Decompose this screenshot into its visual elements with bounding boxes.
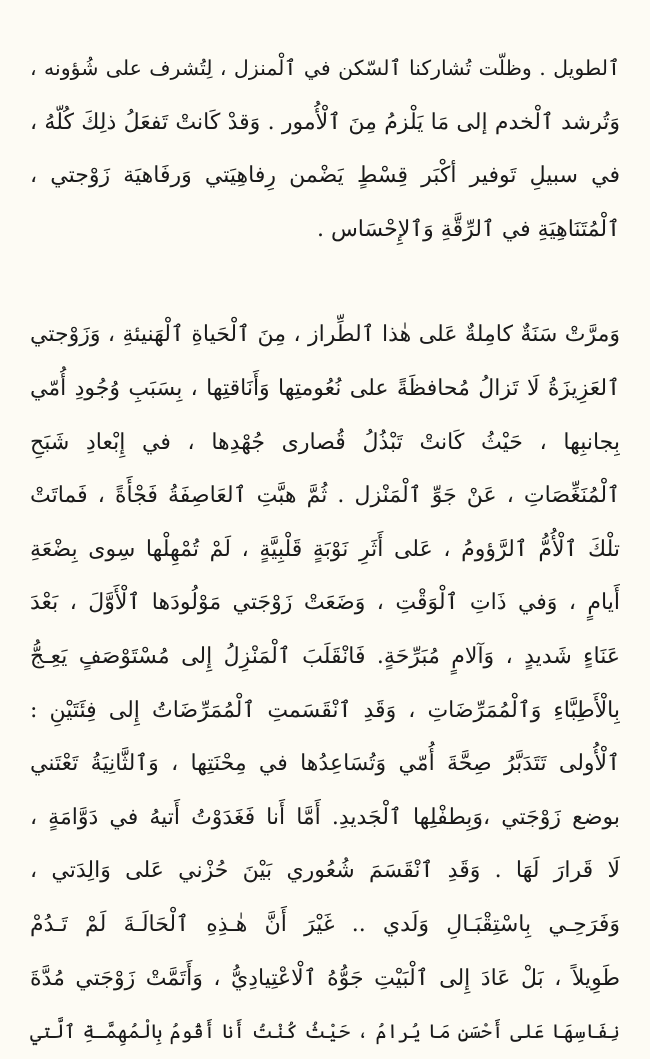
text-line: طَوِيلاً ، بَلْ عَادَ إِلى ٱلْبَيْتِ جَوُّهُ ٱلْاعْتِيادِيُّ ، وَأَتَمَّتْ زَوْجَتي مُدَّةَ bbox=[30, 965, 620, 991]
paragraph-spacer bbox=[30, 256, 620, 308]
text-line: في سبيلِ تَوفير أكْبَر قِسْطٍ يَضْمن رِفاهِيَتي وَرفَاهيَة زَوْجتي ، bbox=[30, 163, 620, 189]
text-line: بوضع زَوْجَتي ،وَبِطفْلِها ٱلْجَديدِ. أَمَّا أَنا فَغَدَوْتُ أَتيهُ في دَوَّامَةٍ ، bbox=[30, 804, 620, 830]
text-line: ٱلْأُولى تَتَدَبَّرُ صِحَّةَ أُمّي وَتُسَاعِدُها في مِحْنَتِها ، وَٱلثَّانِيَةُ تَعْتَني bbox=[30, 751, 620, 777]
text-line: نِفَاسِهَا عَلى أَحْسَنِ مَا يُرامُ ، حَيْثُ كُنْتُ أَنا أَقُومُ بِالْمُهِمَّـةِ ٱلَّتي bbox=[30, 1020, 620, 1044]
text-line: ٱلعَزِيزَةُ لَا تَزالُ مُحافظَةً على نُعُومتِها وَأَنَاقتِها ، بِسَبَبِ وُجُودِ أُمّي bbox=[30, 375, 620, 401]
text-line: عَنَاءٍ شَديدٍ ، وَآلامٍ مُبَرِّحَةٍ. فَانْقَلَبَ ٱلْمَنْزِلُ إِلى مُسْتَوْصَفٍ يَعِـجُّ bbox=[30, 643, 620, 669]
text-line: وَفَرَحِـي بِاسْتِقْبَـالِ وَلَدي .. غَيْرَ أَنَّ هٰـذِهِ ٱلْحَالَـةَ لَمْ تَـدُمْ bbox=[30, 911, 620, 937]
text-line: ٱلْمُتَنَاهِيَةِ في ٱلرِّقَّةِ وَٱلإِحْسَاس . bbox=[316, 216, 620, 242]
text-line: وَمرَّتْ سَنَةٌ كامِلةٌ عَلى هٰذا ٱلطِّراز ، مِنَ ٱلْحَياةِ ٱلْهَنيئةِ ، وَزَوْجتي bbox=[30, 322, 620, 348]
paragraph-1 bbox=[30, 42, 620, 256]
paragraph-2 bbox=[30, 308, 620, 1058]
text-line: وَتُرشد ٱلْخدم إلى مَا يَلْزمُ مِنَ ٱلْأُمور . وَقدْ كَانتْ تَفعَلُ ذلِكَ كُلّهُ ، bbox=[30, 109, 620, 135]
text-line: تلْكَ ٱلْأُمُّ ٱلرَّؤومُ ، عَلى أَثَرِ نَوْبَةٍ قَلْبِيَّةٍ ، لَمْ تُمْهِلْها سِوى بِضْعَةِ bbox=[30, 536, 620, 562]
text-line: ٱلْمُنَغِّصَاتِ ، عَنْ جَوِّ ٱلْمَنْزل . ثُمَّ هبَّتِ ٱلعَاصِفَةُ فَجْأَةً ، فَماتَتْ bbox=[30, 483, 620, 509]
text-line: أَيامٍ ، وَفي ذَاتِ ٱلْوَقْتِ ، وَضَعَتْ زَوْجَتي مَوْلُودَها ٱلْأَوَّلَ ، بَعْدَ bbox=[30, 590, 620, 616]
text-line: لَا قَرارَ لَهَا . وَقَدِ ٱنْقَسَمَ شُعُوري بَيْنَ حُزْني عَلى وَالِدَتي ، bbox=[30, 858, 620, 884]
text-line: ٱلطويل . وظلّت تُشاركنا ٱلسّكن في ٱلْمنزل ، لِتُشرف على شُؤونه ، bbox=[30, 56, 620, 80]
text-line: بِجانبِها ، حَيْثُ كَانتْ تَبْذُلُ قُصارى جُهْدِها ، في إِبْعادِ شَبَحِ bbox=[30, 429, 620, 455]
text-line: بِالْأَطِبَّاءِ وَٱلْمُمَرِّضَاتِ ، وَقَدِ ٱنْقَسَمتِ ٱلْمُمَرِّضَاتُ إِلى فِئَتَيْنِ : bbox=[30, 697, 620, 723]
